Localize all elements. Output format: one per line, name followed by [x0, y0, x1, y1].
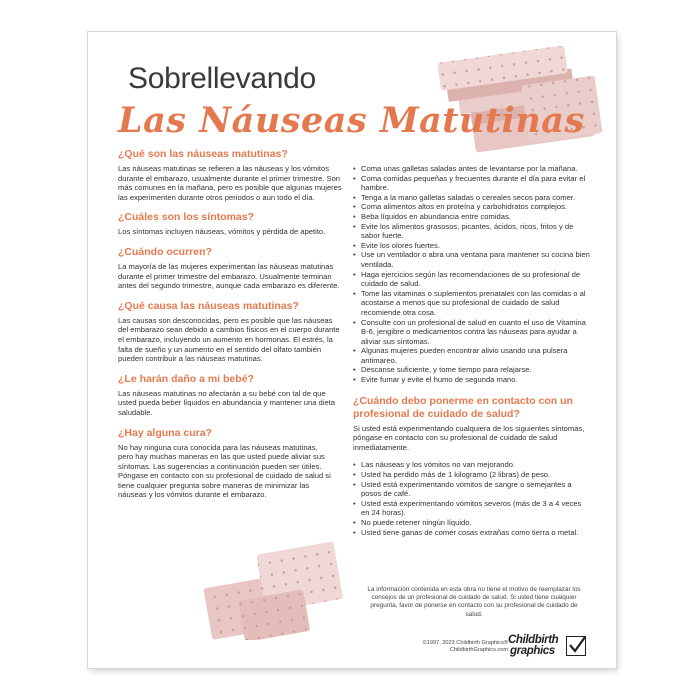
copyright-block: [398, 640, 508, 655]
list-item: • Evite fumar y evite el humo de segunda mano.: [353, 375, 591, 385]
copyright-text: ©1997, 2023 Childbirth Graphics®: [422, 640, 508, 646]
list-item: • No puede retener ningún líquido.: [353, 518, 591, 528]
section-body: Las náuseas matutinas no afectarán a su bebé con tal de que usted pueda beber líquidos en abundancia y mantener una dieta saludable.: [118, 388, 336, 417]
list-item: • Tome las vitaminas o suplementos prenatales con las comidas o al acostarse a menos que su profesional de cuidado de salud recomiende otra cosa.: [353, 289, 591, 318]
list-item: • Usted está experimentando vómitos de sangre o semejantes a posos de café.: [353, 480, 591, 499]
disclaimer: La información contenida en esta obra no tiene el motivo de reemplazar los consejos de un profesional de cuidado de salud. Si usted tiene cualquier pregunta, favor de ponerse en contacto con su profesional de cuidado de salud.: [367, 586, 581, 618]
section-heading: ¿Qué son las náuseas matutinas?: [118, 148, 288, 160]
title-line-2: Las Náuseas Matutinas: [118, 100, 585, 141]
list-item: • Usted ha perdido más de 1 kilogramo (2 libras) de peso.: [353, 470, 591, 480]
tips-list: [353, 164, 591, 385]
list-item: • Evite los alimentos grasosos, picantes, ácidos, ricos, fritos y de sabor fuerte.: [353, 222, 591, 241]
section-body: La mayoría de las mujeres experimentan las náuseas matutinas durante el primer trimestre del embarazo. Usualmente terminan antes del segundo trimestre, aunque cada embarazo es diferente.: [118, 261, 340, 291]
contact-heading: ¿Cuándo debo ponerme en contacto con un profesional de cuidado de salud?: [353, 394, 573, 420]
title-line-1: Sobrellevando: [128, 62, 316, 95]
list-item: • Evite los olores fuertes.: [353, 241, 591, 251]
section-body: Las causas son desconocidas, pero es posible que las náuseas del embarazo sean debido a cambios físicos en el cuerpo durante el embarazo, incluyendo un aumento en hormonas. El estrés, la falta de sueño y un aumento en el sentido del olfato también pueden contribuir a las náuseas matutinas.: [118, 315, 340, 364]
logo-line-2: graphics: [510, 645, 555, 657]
flyer-sheet: [88, 32, 616, 668]
left-column: [118, 148, 344, 509]
logo-line-1: Childbirth: [508, 634, 559, 646]
right-column: [353, 164, 591, 537]
website-text: ChildbirthGraphics.com: [449, 647, 508, 654]
section-heading: ¿Qué causa las náuseas matutinas?: [118, 299, 299, 312]
list-item: • Descanse suficiente, y tome tiempo para relajarse.: [353, 365, 591, 375]
list-item: • Coma alimentos altos en proteína y carbohidratos complejos.: [353, 202, 591, 212]
list-item: • Tenga a la mano galletas saladas o cereales secos para comer.: [353, 193, 591, 203]
list-item: • Haga ejercicios según las recomendaciones de su profesional de cuidado de salud.: [353, 270, 591, 289]
contact-list: [353, 460, 591, 537]
list-item: • Consulte con un profesional de salud en cuanto el uso de Vitamina B-6, jengibre o medicamentos contra las náuseas para ayudar a aliviar sus síntomas.: [353, 318, 591, 347]
list-item: • Algunas mujeres pueden encontrar alivio usando una pulsera antimareo.: [353, 346, 591, 365]
section-heading: ¿Hay alguna cura?: [118, 426, 212, 439]
contact-intro: Si usted está experimentando cualquiera de los siguientes síntomas, póngase en contacto con su profesional de cuidado de salud inmediatamente.: [353, 423, 585, 452]
list-item: • Las náuseas y los vómitos no van mejorando.: [353, 460, 591, 470]
section-heading: ¿Cuándo ocurren?: [118, 245, 212, 258]
list-item: • Beba líquidos en abundancia entre comidas.: [353, 212, 591, 222]
logo-check-icon: [566, 634, 588, 656]
list-item: • Usted tiene ganas de comer cosas extrañas como tierra o metal.: [353, 528, 591, 538]
section-heading: ¿Le harán daño a mi bebé?: [118, 372, 254, 385]
childbirth-graphics-logo: [508, 634, 588, 660]
section-heading: ¿Cuáles son los síntomas?: [118, 211, 254, 224]
list-item: • Coma unas galletas saladas antes de levantarse por la mañana.: [353, 164, 591, 174]
section-body: No hay ninguna cura conocida para las náuseas matutinas, pero hay muchas maneras en las que usted puede aliviar sus síntomas. Las sugerencias a continuación pueden ser útiles. Póngase en contacto con su profesional de cuidado de salud si tiene cualquier pregunta sobre maneras de minimizar las náuseas y los vómitos durante el embarazo.: [118, 442, 331, 500]
list-item: • Usted está experimentando vómitos severos (más de 3 a 4 veces en 24 horas).: [353, 499, 591, 518]
section-body: Las náuseas matutinas se refieren a las náuseas y los vómitos durante el embarazo, usualmente durante el primer trimestre. Son más comunes en la mañana, pero es posible que algunas mujeres las experimenten durante otros periodos o aun todo el día.: [118, 164, 342, 202]
list-item: • Use un ventilador o abra una ventana para mantener su cocina bien ventilada.: [353, 250, 591, 269]
list-item: • Coma comidas pequeñas y frecuentes durante el día para evitar el hambre.: [353, 174, 591, 193]
crackers-image-bottom: [196, 532, 356, 640]
section-body: Los síntomas incluyen náuseas, vómitos y pérdida de apetito.: [118, 227, 326, 237]
